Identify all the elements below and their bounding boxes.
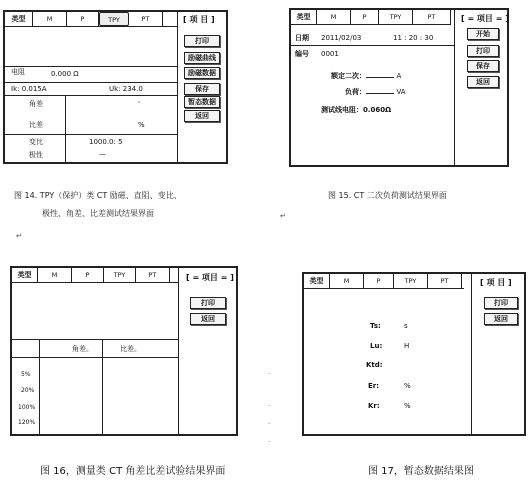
resistance-value: 0.000 Ω bbox=[51, 70, 79, 78]
panel-divider bbox=[471, 274, 472, 434]
divider bbox=[65, 95, 66, 162]
tab-tpy[interactable]: TPY bbox=[394, 274, 428, 288]
time-value: 11 : 20 : 30 bbox=[393, 34, 434, 42]
polarity-value: — bbox=[99, 150, 106, 158]
ik-value: Ik: 0.015A bbox=[11, 85, 47, 93]
er-label: Er: bbox=[368, 382, 380, 390]
kr-label: Kr: bbox=[368, 402, 380, 410]
divider bbox=[291, 45, 454, 46]
ts-label: Ts: bbox=[370, 322, 381, 330]
divider bbox=[5, 134, 177, 135]
polarity-label: 极性 bbox=[29, 151, 43, 159]
divider bbox=[5, 95, 177, 96]
tab-tpy[interactable]: TPY bbox=[104, 268, 136, 282]
tab-p[interactable]: P bbox=[351, 10, 379, 24]
table-col-divider bbox=[39, 339, 40, 434]
panel-divider bbox=[454, 10, 455, 165]
load-unit: VA bbox=[396, 88, 406, 96]
row-label: 20% bbox=[21, 387, 35, 394]
tab-p[interactable]: P bbox=[72, 268, 104, 282]
rated-secondary-unit: A bbox=[396, 72, 402, 80]
project-label: [ 项 目 ] bbox=[183, 15, 215, 24]
ktd-label: Ktd: bbox=[366, 361, 383, 369]
tab-bar bbox=[5, 12, 177, 27]
screen-fig14 bbox=[3, 10, 228, 164]
divider bbox=[5, 82, 177, 83]
ratio-value: 1000.0: 5 bbox=[89, 138, 123, 146]
number-value: 0001 bbox=[321, 50, 339, 58]
excitation-curve-button[interactable]: 励磁曲线 bbox=[184, 52, 220, 64]
caption-fig16: 图 16，测量类 CT 角差比差试验结果界面 bbox=[40, 466, 226, 477]
start-button[interactable]: 开始 bbox=[467, 28, 499, 40]
screen-fig15 bbox=[289, 8, 509, 167]
print-button[interactable]: 打印 bbox=[184, 35, 220, 47]
uk-value: Uk: 234.0 bbox=[109, 85, 143, 93]
rated-secondary-blank bbox=[366, 70, 394, 78]
angle-diff-label: 角差 bbox=[29, 100, 43, 108]
back-button[interactable]: 返回 bbox=[484, 313, 518, 325]
paragraph-mark: . bbox=[268, 368, 271, 376]
caption-fig15: 图 15. CT 二次负荷测试结果界面 bbox=[328, 191, 447, 200]
col-angle-diff: 角差。 bbox=[72, 345, 93, 353]
row-label: 5% bbox=[21, 371, 31, 378]
tab-p[interactable]: P bbox=[67, 12, 99, 26]
ratio-error-label: 比差 bbox=[29, 121, 43, 129]
tab-m[interactable]: M bbox=[330, 274, 364, 288]
panel-divider bbox=[177, 12, 178, 162]
transient-data-button[interactable]: 暂态数据 bbox=[184, 96, 220, 108]
load-label: 负荷： bbox=[345, 88, 366, 96]
tab-bar bbox=[304, 274, 464, 289]
tab-tpy[interactable]: TPY bbox=[379, 10, 413, 24]
lu-label: Lu: bbox=[370, 342, 383, 350]
project-label: [ = 项目 = ] bbox=[186, 273, 234, 282]
paragraph-mark: . bbox=[268, 436, 271, 444]
tab-pt[interactable]: PT bbox=[136, 268, 170, 282]
row-label: 100% bbox=[18, 404, 36, 411]
table-header-bottom bbox=[12, 357, 178, 358]
ratio-label: 变比 bbox=[29, 138, 43, 146]
save-button[interactable]: 保存 bbox=[184, 83, 220, 95]
screen-fig17 bbox=[302, 272, 526, 436]
caption-fig14-line2: 极性、角差、比差测试结果界面 bbox=[42, 209, 154, 218]
row-label: 120% bbox=[18, 419, 36, 426]
tab-pt[interactable]: PT bbox=[413, 10, 451, 24]
ratio-error-unit: % bbox=[138, 121, 145, 129]
tab-type[interactable]: 类型 bbox=[5, 12, 33, 26]
angle-diff-unit: ' bbox=[138, 100, 140, 108]
tab-p[interactable]: P bbox=[364, 274, 394, 288]
tab-pt[interactable]: PT bbox=[129, 12, 163, 26]
col-ratio-error: 比差。 bbox=[120, 345, 141, 353]
table-header-top bbox=[12, 339, 178, 340]
caption-fig14-line1: 图 14. TPY（保护）类 CT 励磁、直阻、变比、 bbox=[14, 191, 182, 200]
tab-type[interactable]: 类型 bbox=[304, 274, 330, 288]
print-button[interactable]: 打印 bbox=[190, 297, 226, 309]
table-col-divider bbox=[102, 339, 103, 434]
date-value: 2011/02/03 bbox=[321, 34, 362, 42]
ts-unit: s bbox=[404, 322, 408, 330]
tab-m[interactable]: M bbox=[317, 10, 351, 24]
date-label: 日期 bbox=[295, 34, 309, 42]
back-button[interactable]: 返回 bbox=[467, 76, 499, 88]
project-label: [ = 项目 = ] bbox=[461, 14, 509, 23]
tab-pt[interactable]: PT bbox=[428, 274, 462, 288]
tab-type[interactable]: 类型 bbox=[12, 268, 38, 282]
tab-bar bbox=[291, 10, 451, 25]
tab-tpy[interactable]: TPY bbox=[99, 12, 129, 26]
project-label: [ 项 目 ] bbox=[480, 278, 512, 287]
panel-divider bbox=[178, 268, 179, 434]
caption-fig17: 图 17，暂态数据结果图 bbox=[368, 466, 474, 477]
tab-m[interactable]: M bbox=[38, 268, 72, 282]
tab-bar bbox=[12, 268, 178, 283]
back-button[interactable]: 返回 bbox=[190, 313, 226, 325]
tab-m[interactable]: M bbox=[33, 12, 67, 26]
print-button[interactable]: 打印 bbox=[484, 297, 518, 309]
resistance-label: 电阻 bbox=[11, 68, 25, 76]
wire-resistance: 测试线电阻：0.060Ω bbox=[321, 106, 392, 114]
er-unit: % bbox=[404, 382, 411, 390]
rated-secondary-label: 额定二次： bbox=[331, 72, 366, 80]
screen-fig16 bbox=[10, 266, 238, 436]
load-blank bbox=[366, 86, 394, 94]
print-button[interactable]: 打印 bbox=[467, 45, 499, 57]
excitation-data-button[interactable]: 励磁数据 bbox=[184, 67, 220, 79]
rated-secondary-row bbox=[331, 70, 401, 81]
lu-unit: H bbox=[404, 342, 410, 350]
paragraph-mark: . bbox=[268, 418, 271, 426]
divider bbox=[5, 66, 177, 67]
paragraph-mark: . bbox=[268, 400, 271, 408]
load-row bbox=[345, 86, 406, 97]
tab-type[interactable]: 类型 bbox=[291, 10, 317, 24]
paragraph-mark: ↵ bbox=[16, 232, 22, 240]
kr-unit: % bbox=[404, 402, 411, 410]
back-button[interactable]: 返回 bbox=[184, 110, 220, 122]
save-button[interactable]: 保存 bbox=[467, 60, 499, 72]
paragraph-mark: ↵ bbox=[280, 212, 286, 220]
number-label: 编号 bbox=[295, 50, 309, 58]
